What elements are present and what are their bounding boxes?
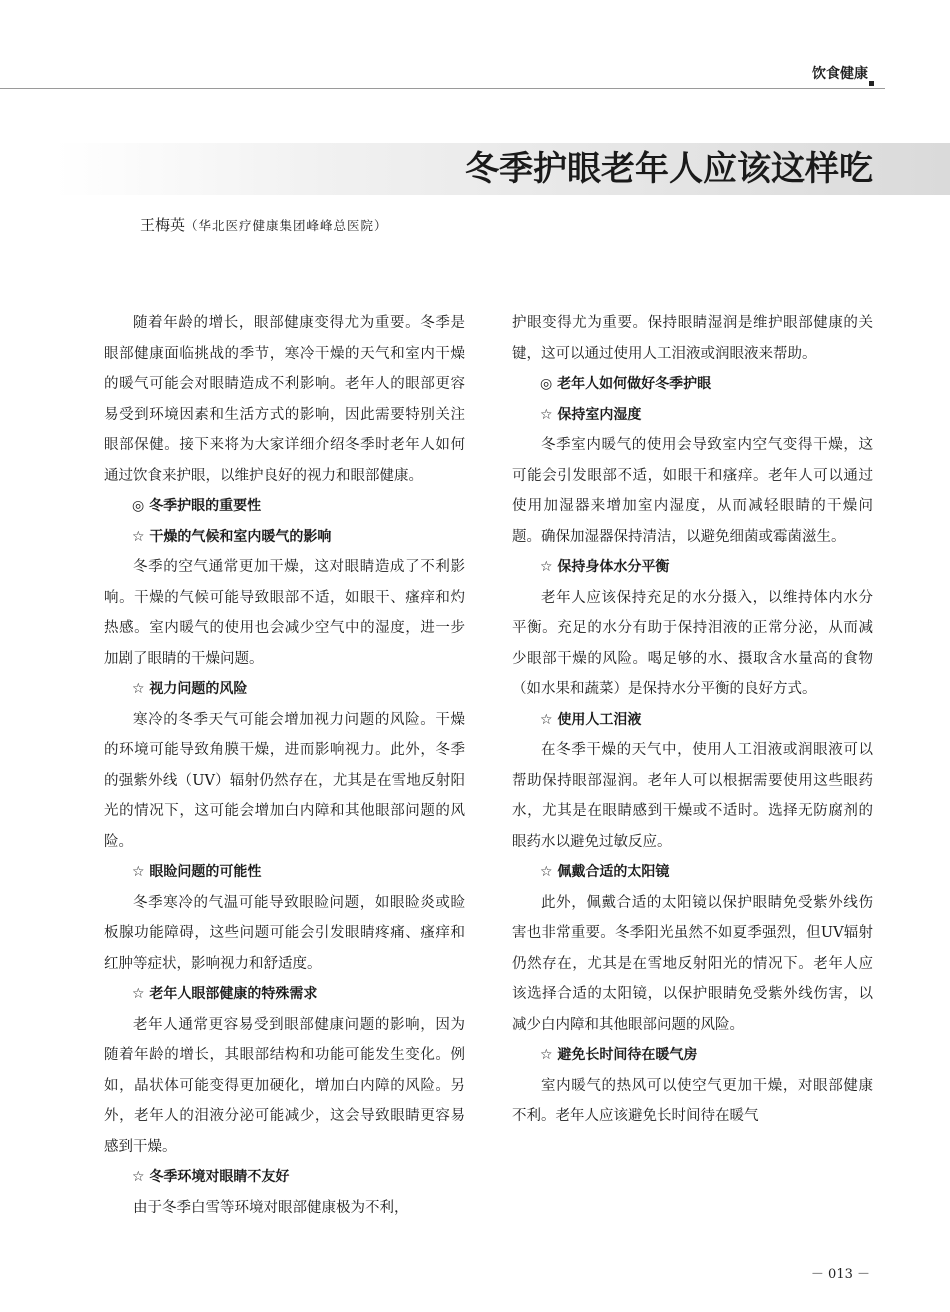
subsection-heading: ☆ 眼睑问题的可能性 <box>132 864 262 880</box>
author-name: 王梅英 <box>140 216 186 234</box>
paragraph: 护眼变得尤为重要。保持眼睛湿润是维护眼部健康的关键，这可以通过使用人工泪液或润眼液来帮助。 <box>512 315 873 362</box>
subsection-heading: ☆ 保持身体水分平衡 <box>540 559 670 575</box>
paragraph: 随着年龄的增长，眼部健康变得尤为重要。冬季是眼部健康面临挑战的季节，寒冷干燥的天气和室内干燥的暖气可能会对眼睛造成不利影响。老年人的眼部更容易受到环境因素和生活方式的影响，因此需要特别关注眼部保健。接下来将为大家详细介绍冬季时老年人如何通过饮食来护眼，以维护良好的视力和眼部健康。 <box>104 315 465 484</box>
paragraph: 冬季的空气通常更加干燥，这对眼睛造成了不利影响。干燥的气候可能导致眼部不适，如眼干、瘙痒和灼热感。室内暖气的使用也会减少空气中的湿度，进一步加剧了眼睛的干燥问题。 <box>104 559 465 667</box>
paragraph: 冬季寒冷的气温可能导致眼睑问题，如眼睑炎或睑板腺功能障碍，这些问题可能会引发眼睛疼痛、瘙痒和红肿等症状，影响视力和舒适度。 <box>104 894 465 972</box>
paragraph: 由于冬季白雪等环境对眼部健康极为不利， <box>133 1199 409 1216</box>
paragraph: 室内暖气的热风可以使空气更加干燥，对眼部健康不利。老年人应该避免长时间待在暖气 <box>512 1077 873 1124</box>
byline <box>140 214 388 235</box>
subsection-heading: ☆ 佩戴合适的太阳镜 <box>540 864 670 880</box>
article-title: 冬季护眼老年人应该这样吃 <box>465 149 873 189</box>
paragraph: 冬季室内暖气的使用会导致室内空气变得干燥，这可能会引发眼部不适，如眼干和瘙痒。老年人可以通过使用加湿器来增加室内湿度，从而减轻眼睛的干燥问题。确保加湿器保持清洁，以避免细菌或霉菌滋生。 <box>512 437 873 545</box>
subsection-heading: ☆ 避免长时间待在暖气房 <box>540 1047 698 1063</box>
paragraph: 此外，佩戴合适的太阳镜以保护眼睛免受紫外线伤害也非常重要。冬季阳光虽然不如夏季强烈，但UV辐射仍然存在，尤其是在雪地反射阳光的情况下。老年人应该选择合适的太阳镜，以保护眼睛免受紫外线伤害，以减少白内障和其他眼部问题的风险。 <box>512 894 873 1033</box>
subsection-heading: ☆ 干燥的气候和室内暖气的影响 <box>132 528 332 545</box>
paragraph: 在冬季干燥的天气中，使用人工泪液或润眼液可以帮助保持眼部湿润。老年人可以根据需要使用这些眼药水，尤其是在眼睛感到干燥或不适时。选择无防腐剂的眼药水以避免过敏反应。 <box>512 742 873 850</box>
right-column <box>512 308 873 1132</box>
subsection-heading: ☆ 老年人眼部健康的特殊需求 <box>132 986 318 1002</box>
page-number: － 013 － <box>810 1267 870 1282</box>
left-column <box>104 308 465 1223</box>
header-rule <box>0 88 885 89</box>
paragraph: 老年人应该保持充足的水分摄入，以维持体内水分平衡。充足的水分有助于保持泪液的正常分泌，从而减少眼部干燥的风险。喝足够的水、摄取含水量高的食物（如水果和蔬菜）是保持水分平衡的良好方式。 <box>512 589 873 697</box>
subsection-heading: ☆ 视力问题的风险 <box>132 681 248 697</box>
subsection-heading: ☆ 保持室内湿度 <box>540 406 642 423</box>
paragraph: 老年人通常更容易受到眼部健康问题的影响，因为随着年龄的增长，其眼部结构和功能可能发生变化。例如，晶状体可能变得更加硬化，增加白内障的风险。另外，老年人的泪液分泌可能减少，这会导致眼睛更容易感到干燥。 <box>104 1016 465 1155</box>
subsection-heading: ☆ 使用人工泪液 <box>540 711 642 728</box>
subsection-heading: ☆ 冬季环境对眼睛不友好 <box>132 1169 290 1185</box>
author-affiliation: （华北医疗健康集团峰峰总医院） <box>185 218 388 233</box>
section-marker <box>869 81 874 86</box>
section-label: 饮食健康 <box>812 66 868 82</box>
section-heading: ◎ 冬季护眼的重要性 <box>132 498 262 514</box>
section-heading: ◎ 老年人如何做好冬季护眼 <box>540 376 712 392</box>
paragraph: 寒冷的冬季天气可能会增加视力问题的风险。干燥的环境可能导致角膜干燥，进而影响视力。此外，冬季的强紫外线（UV）辐射仍然存在，尤其是在雪地反射阳光的情况下，这可能会增加白内障和其他眼部问题的风险。 <box>104 711 465 850</box>
